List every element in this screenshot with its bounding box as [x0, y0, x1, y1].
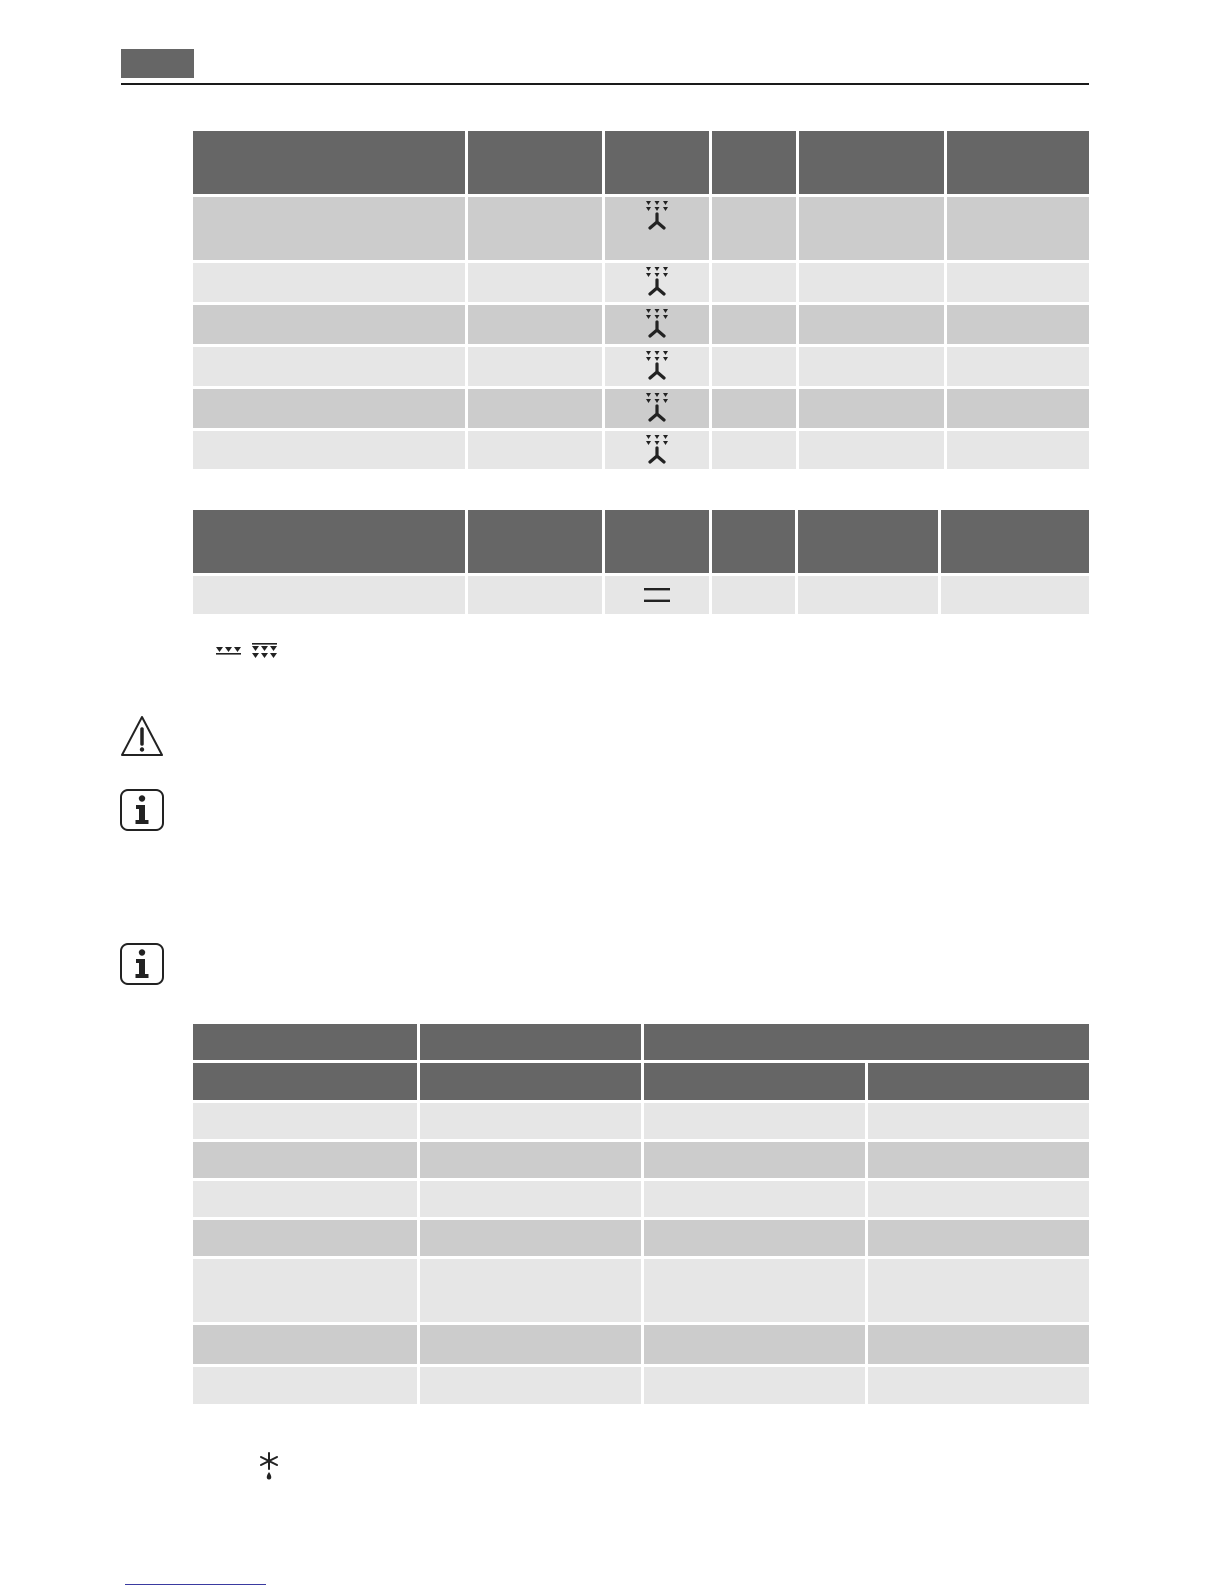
table-cell [642, 1365, 866, 1404]
table-cell [797, 429, 945, 469]
table-cell [418, 1101, 642, 1140]
table-cell [466, 429, 603, 469]
table-cell [193, 429, 466, 469]
table-cell [797, 195, 945, 261]
table-header-cell [945, 131, 1089, 195]
table-header-cell [710, 131, 797, 195]
table-cell [642, 1179, 866, 1218]
table-header-cell [193, 1061, 418, 1101]
table-cell [642, 1140, 866, 1179]
conventional-table [193, 510, 1089, 614]
table-cell [193, 261, 466, 303]
table-cell [642, 1323, 866, 1365]
table-header-row [193, 131, 1089, 195]
table-row [193, 1140, 1089, 1179]
table-header-cell [466, 510, 603, 574]
table-cell [193, 303, 466, 345]
table-cell [603, 345, 710, 387]
table-cell [866, 1101, 1089, 1140]
table-row [193, 1218, 1089, 1257]
table-cell [797, 345, 945, 387]
table-cell [866, 1140, 1089, 1179]
table-cell [797, 261, 945, 303]
table-cell [193, 1140, 418, 1179]
table-cell [710, 574, 796, 614]
table-header-cell [193, 131, 466, 195]
table-row [193, 1101, 1089, 1140]
table-header-cell [418, 1061, 642, 1101]
table-cell [466, 303, 603, 345]
baking-table [193, 131, 1089, 469]
table-cell [797, 303, 945, 345]
fan-heating-icon [646, 201, 668, 231]
table-cell [418, 1257, 642, 1323]
table-cell [466, 387, 603, 429]
warning-icon [120, 715, 164, 757]
table-cell [945, 195, 1089, 261]
table-cell [710, 387, 797, 429]
table-header-cell [866, 1061, 1089, 1101]
table-cell [418, 1365, 642, 1404]
table-cell [466, 195, 603, 261]
table-cell [418, 1140, 642, 1179]
header-rule [121, 83, 1089, 85]
table-cell [418, 1218, 642, 1257]
table-cell [603, 429, 710, 469]
table-header-cell [193, 1024, 418, 1061]
table-row [193, 574, 1089, 614]
table-header-cell [796, 510, 939, 574]
table-cell [642, 1218, 866, 1257]
table-cell [866, 1323, 1089, 1365]
fan-heating-legend-icons [216, 643, 278, 661]
table-cell [710, 345, 797, 387]
fan-heating-icon [646, 351, 668, 381]
table-row [193, 345, 1089, 387]
table-cell [193, 345, 466, 387]
table-cell [797, 387, 945, 429]
table-header-cell [710, 510, 796, 574]
fan-heating-large-icon [252, 643, 277, 658]
table-header-cell [642, 1061, 866, 1101]
fan-heating-icon [646, 393, 668, 423]
table-cell [866, 1365, 1089, 1404]
defrost-icon [257, 1452, 281, 1482]
table-cell [603, 195, 710, 261]
table-row [193, 261, 1089, 303]
fan-heating-icon [646, 309, 668, 339]
table-cell [466, 261, 603, 303]
table-row [193, 1365, 1089, 1404]
table-cell [193, 1218, 418, 1257]
table-cell [642, 1101, 866, 1140]
table-cell [710, 261, 797, 303]
table-cell [945, 303, 1089, 345]
table-cell [466, 574, 603, 614]
table-cell [193, 195, 466, 261]
table-cell [710, 429, 797, 469]
table-cell [193, 1365, 418, 1404]
table-cell [193, 387, 466, 429]
defrost-table [193, 1024, 1089, 1404]
table-cell [796, 574, 939, 614]
table-cell [418, 1323, 642, 1365]
table-cell [603, 261, 710, 303]
section-tab [121, 49, 194, 78]
table-cell [193, 574, 466, 614]
table-header-row [193, 510, 1089, 574]
table-cell [945, 387, 1089, 429]
info-icon [120, 789, 164, 831]
fan-heating-small-icon [216, 647, 241, 655]
table-subheader-row [193, 1061, 1089, 1101]
table-header-cell [642, 1024, 1089, 1061]
table-row [193, 303, 1089, 345]
table-row [193, 387, 1089, 429]
table-header-cell [603, 510, 710, 574]
table-cell [866, 1218, 1089, 1257]
table-cell [945, 261, 1089, 303]
table-cell [710, 195, 797, 261]
table-cell [603, 574, 710, 614]
table-cell [642, 1257, 866, 1323]
top-bottom-heat-icon [644, 588, 670, 602]
table-cell [193, 1101, 418, 1140]
table-cell [866, 1179, 1089, 1218]
table-row [193, 1257, 1089, 1323]
table-row [193, 195, 1089, 261]
table-cell [866, 1257, 1089, 1323]
table-header-cell [603, 131, 710, 195]
table-cell [193, 1179, 418, 1218]
table-cell [418, 1179, 642, 1218]
table-cell [193, 1257, 418, 1323]
table-cell [945, 429, 1089, 469]
table-cell [945, 345, 1089, 387]
table-row [193, 1323, 1089, 1365]
table-header-cell [466, 131, 603, 195]
table-row [193, 429, 1089, 469]
table-cell [939, 574, 1089, 614]
info-icon [120, 943, 164, 985]
table-cell [466, 345, 603, 387]
fan-heating-icon [646, 267, 668, 297]
table-header-cell [939, 510, 1089, 574]
table-row [193, 1179, 1089, 1218]
table-cell [603, 303, 710, 345]
table-header-cell [418, 1024, 642, 1061]
table-cell [193, 1323, 418, 1365]
table-cell [710, 303, 797, 345]
fan-heating-icon [646, 435, 668, 465]
table-cell [603, 387, 710, 429]
table-header-cell [193, 510, 466, 574]
table-header-row [193, 1024, 1089, 1061]
table-header-cell [797, 131, 945, 195]
